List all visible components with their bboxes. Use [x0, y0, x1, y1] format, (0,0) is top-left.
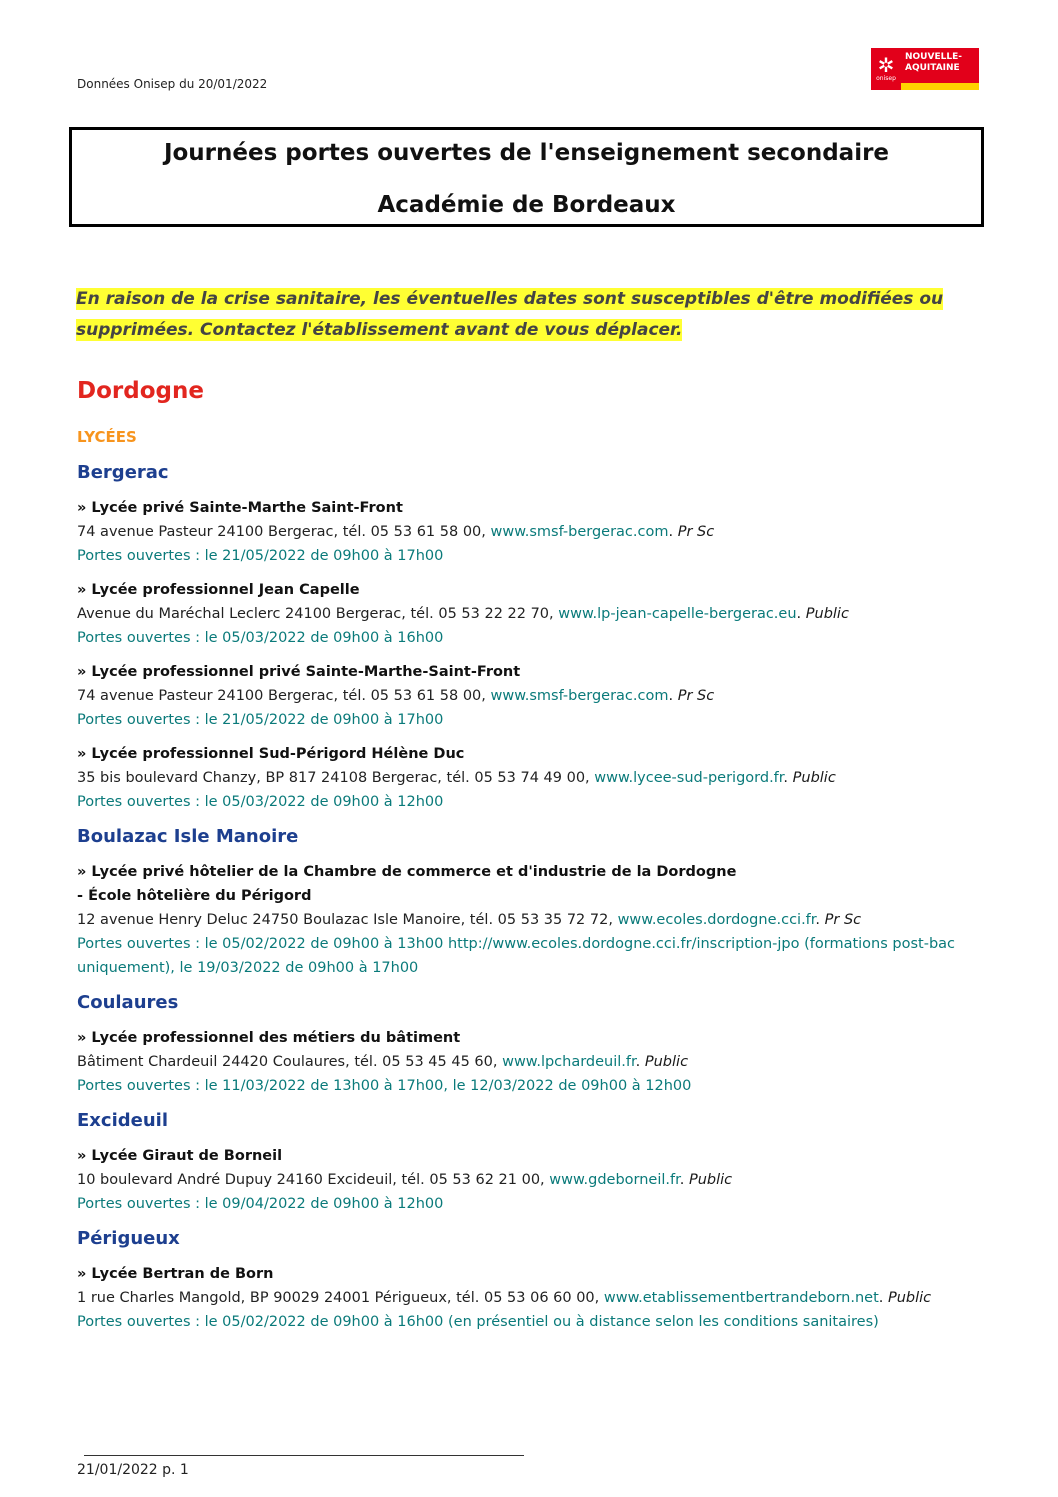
- open-days: Portes ouvertes : le 11/03/2022 de 13h00 à 17h00, le 12/03/2022 de 09h00 à 12h00: [77, 1078, 692, 1094]
- title-box: [69, 127, 984, 227]
- school-status: Public: [805, 606, 849, 622]
- school-website-link[interactable]: www.lpchardeuil.fr: [502, 1054, 636, 1070]
- city-heading: Coulaures: [77, 992, 179, 1013]
- open-days: Portes ouvertes : le 09/04/2022 de 09h00 à 12h00: [77, 1196, 444, 1212]
- school-name: » Lycée professionnel privé Sainte-Marthe-Saint-Front: [77, 664, 521, 680]
- school-name: » Lycée privé Sainte-Marthe Saint-Front: [77, 500, 403, 516]
- onisep-logo: [871, 48, 979, 90]
- logo-star-icon: ✲: [877, 53, 895, 77]
- school-website-link[interactable]: www.etablissementbertrandeborn.net: [603, 1290, 879, 1306]
- footer-divider: [84, 1455, 524, 1456]
- department-heading: Dordogne: [77, 378, 204, 404]
- school-address: 1 rue Charles Mangold, BP 90029 24001 Périgueux, tél. 05 53 06 60 00,: [77, 1290, 604, 1306]
- school-address: 74 avenue Pasteur 24100 Bergerac, tél. 05 53 61 58 00,: [77, 524, 491, 540]
- school-address: 35 bis boulevard Chanzy, BP 817 24108 Bergerac, tél. 05 53 74 49 00,: [77, 770, 595, 786]
- school-website-link[interactable]: www.ecoles.dordogne.cci.fr: [617, 912, 816, 928]
- page-title: Journées portes ouvertes de l'enseignement secondaire: [163, 140, 890, 166]
- school-entry: » Lycée privé hôtelier de la Chambre de commerce et d'industrie de la Dordogne - École hôtelière du Périgord 12 avenue Henry Deluc 24750 Boulazac Isle Manoire, tél. 05 53 35 72 72, www.ecoles.dordogne.cci.fr. Pr Sc Portes ouvertes : le 05/02/2022 de 09h00 à 13h00 http://www.ecoles.dordogne.cci.fr/inscription-jpo (formations post-bac uniquement), le 19/03/2022 de 09h00 à 17h00: [77, 860, 977, 980]
- school-address: 12 avenue Henry Deluc 24750 Boulazac Isle Manoire, tél. 05 53 35 72 72,: [77, 912, 618, 928]
- logo-small-text: onisep: [876, 75, 896, 82]
- school-name: » Lycée Bertran de Born: [77, 1266, 274, 1282]
- school-name: » Lycée professionnel Sud-Périgord Hélène Duc: [77, 746, 465, 762]
- logo-brand-line2: AQUITAINE: [905, 63, 960, 73]
- school-status: Pr Sc: [677, 688, 715, 704]
- school-address: Avenue du Maréchal Leclerc 24100 Bergerac, tél. 05 53 22 22 70,: [77, 606, 559, 622]
- school-website-link[interactable]: www.smsf-bergerac.com: [490, 688, 669, 704]
- school-status: Public: [792, 770, 836, 786]
- school-entry: » Lycée Giraut de Borneil 10 boulevard André Dupuy 24160 Excideuil, tél. 05 53 62 21 00, www.gdeborneil.fr. Public Portes ouvertes : le 09/04/2022 de 09h00 à 12h00: [77, 1144, 977, 1216]
- school-entry: » Lycée professionnel privé Sainte-Marthe-Saint-Front 74 avenue Pasteur 24100 Bergerac, tél. 05 53 61 58 00, www.smsf-bergerac.com. Pr Sc Portes ouvertes : le 21/05/2022 de 09h00 à 17h00: [77, 660, 977, 732]
- school-status: Public: [887, 1290, 932, 1306]
- logo-mark: [871, 48, 901, 90]
- source-note: Données Onisep du 20/01/2022: [77, 77, 268, 91]
- open-days: Portes ouvertes : le 05/03/2022 de 09h00 à 12h00: [77, 794, 444, 810]
- city-heading: Boulazac Isle Manoire: [77, 826, 299, 847]
- open-days: Portes ouvertes : le 05/02/2022 de 09h00 à 16h00 (en présentiel ou à distance selon les conditions sanitaires): [77, 1314, 879, 1330]
- school-name: » Lycée professionnel Jean Capelle: [77, 582, 360, 598]
- school-website-link[interactable]: www.lp-jean-capelle-bergerac.eu: [558, 606, 797, 622]
- warning-line2: supprimées. Contactez l'établissement avant de vous déplacer.: [76, 320, 683, 340]
- school-address: 74 avenue Pasteur 24100 Bergerac, tél. 05 53 61 58 00,: [77, 688, 491, 704]
- school-name-continued: - École hôtelière du Périgord: [77, 888, 312, 904]
- open-days: Portes ouvertes : le 21/05/2022 de 09h00 à 17h00: [77, 548, 444, 564]
- city-heading: Bergerac: [77, 462, 169, 483]
- city-heading: Excideuil: [77, 1110, 168, 1131]
- open-days: Portes ouvertes : le 05/02/2022 de 09h00 à 13h00 http://www.ecoles.dordogne.cci.fr/inscription-jpo (formations post-bac uniquement), le 19/03/2022 de 09h00 à 17h00: [77, 936, 956, 976]
- sanitary-warning: [76, 284, 976, 346]
- school-entry: » Lycée professionnel Jean Capelle Avenue du Maréchal Leclerc 24100 Bergerac, tél. 05 53 22 22 70, www.lp-jean-capelle-bergerac.eu. Public Portes ouvertes : le 05/03/2022 de 09h00 à 16h00: [77, 578, 977, 650]
- school-entry: » Lycée Bertran de Born 1 rue Charles Mangold, BP 90029 24001 Périgueux, tél. 05 53 06 60 00, www.etablissementbertrandeborn.net. Public Portes ouvertes : le 05/02/2022 de 09h00 à 16h00 (en présentiel ou à distance selon les conditions sanitaires): [77, 1262, 977, 1334]
- school-status: Public: [644, 1054, 689, 1070]
- logo-brand-line1: NOUVELLE-: [905, 52, 962, 62]
- school-address: 10 boulevard André Dupuy 24160 Excideuil, tél. 05 53 62 21 00,: [77, 1172, 550, 1188]
- warning-line1: En raison de la crise sanitaire, les éventuelles dates sont susceptibles d'être modifiées ou: [76, 289, 944, 309]
- school-website-link[interactable]: www.lycee-sud-perigord.fr: [594, 770, 784, 786]
- page-subtitle: Académie de Bordeaux: [377, 192, 676, 218]
- city-heading: Périgueux: [77, 1228, 180, 1249]
- logo-text: [901, 48, 979, 90]
- school-name: » Lycée professionnel des métiers du bâtiment: [77, 1030, 461, 1046]
- school-name: » Lycée privé hôtelier de la Chambre de commerce et d'industrie de la Dordogne: [77, 864, 737, 880]
- open-days: Portes ouvertes : le 21/05/2022 de 09h00 à 17h00: [77, 712, 444, 728]
- school-entry: » Lycée professionnel Sud-Périgord Hélène Duc 35 bis boulevard Chanzy, BP 817 24108 Bergerac, tél. 05 53 74 49 00, www.lycee-sud-perigord.fr. Public Portes ouvertes : le 05/03/2022 de 09h00 à 12h00: [77, 742, 977, 814]
- school-entry: » Lycée privé Sainte-Marthe Saint-Front 74 avenue Pasteur 24100 Bergerac, tél. 05 53 61 58 00, www.smsf-bergerac.com. Pr Sc Portes ouvertes : le 21/05/2022 de 09h00 à 17h00: [77, 496, 977, 568]
- school-address: Bâtiment Chardeuil 24420 Coulaures, tél. 05 53 45 45 60,: [77, 1054, 503, 1070]
- logo-yellow-bar: [901, 83, 979, 90]
- listing: [77, 460, 977, 1344]
- school-status: Pr Sc: [677, 524, 715, 540]
- category-heading: LYCÉES: [77, 428, 137, 446]
- logo-brand: [901, 48, 979, 83]
- school-website-link[interactable]: www.gdeborneil.fr: [549, 1172, 680, 1188]
- open-days: Portes ouvertes : le 05/03/2022 de 09h00 à 16h00: [77, 630, 444, 646]
- school-entry: » Lycée professionnel des métiers du bâtiment Bâtiment Chardeuil 24420 Coulaures, tél. 05 53 45 45 60, www.lpchardeuil.fr. Public Portes ouvertes : le 11/03/2022 de 13h00 à 17h00, le 12/03/2022 de 09h00 à 12h00: [77, 1026, 977, 1098]
- school-status: Public: [688, 1172, 733, 1188]
- page-footer: 21/01/2022 p. 1: [77, 1462, 189, 1478]
- school-website-link[interactable]: www.smsf-bergerac.com: [490, 524, 669, 540]
- school-name: » Lycée Giraut de Borneil: [77, 1148, 283, 1164]
- school-status: Pr Sc: [824, 912, 862, 928]
